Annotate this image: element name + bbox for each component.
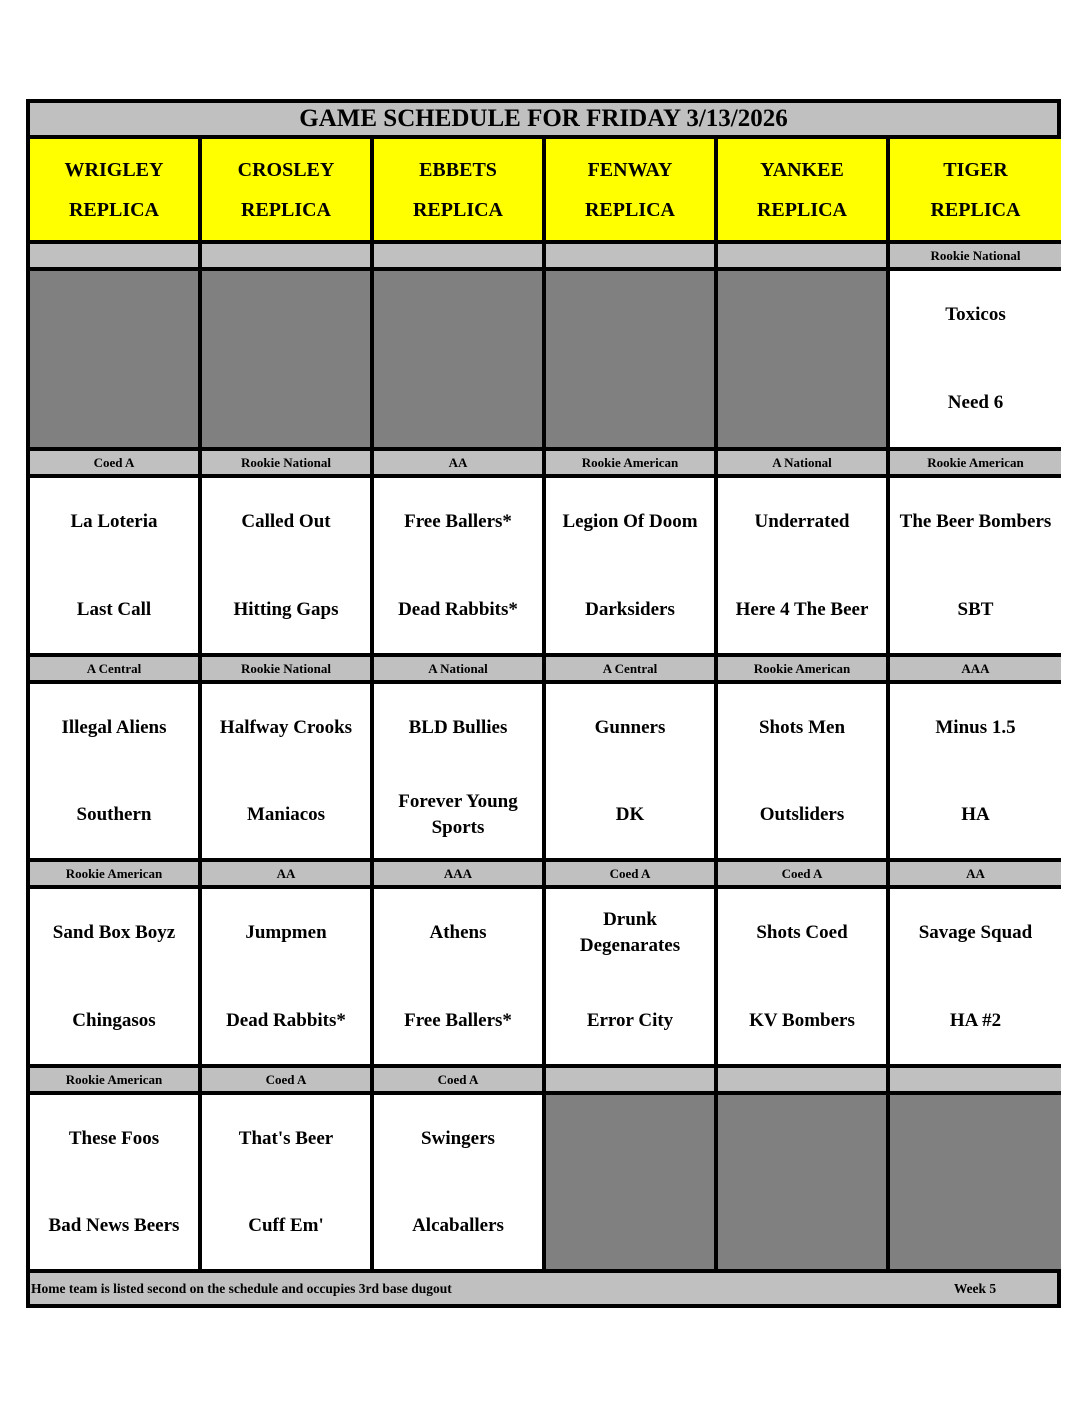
venue-subtitle: REPLICA [68,198,159,221]
away-team: Savage Squad [918,922,1033,943]
venue-name: YANKEE [760,158,844,181]
game-cell [374,1095,542,1269]
away-team: Shots Coed [756,922,848,943]
venue-name: CROSLEY [237,158,335,181]
home-team: SBT [957,598,994,620]
game-cell [546,684,714,858]
game-cell [890,271,1061,447]
game-cell [890,889,1061,1064]
division-label: Rookie National [890,244,1061,267]
away-team: Toxicos [945,304,1006,325]
schedule-table [26,99,1061,1308]
division-label: Rookie National [202,657,370,680]
home-team: HA [961,803,990,825]
venue-header [202,139,370,240]
home-team: KV Bombers [749,1009,855,1031]
home-team: Error City [586,1009,674,1031]
home-team: Chingasos [72,1009,156,1031]
venue-subtitle: REPLICA [412,198,503,221]
home-team: Bad News Beers [48,1214,180,1236]
away-team: Called Out [241,511,331,532]
home-team: Southern [76,803,152,825]
division-label: AA [890,862,1061,885]
away-team: Minus 1.5 [935,716,1016,738]
game-cell [30,1095,198,1269]
division-label [546,244,714,267]
game-cell [30,478,198,653]
division-label [30,244,198,267]
home-team: Maniacos [246,803,326,825]
game-cell [374,478,542,653]
division-label: Coed A [718,862,886,885]
home-team: HA #2 [949,1009,1002,1031]
game-cell [30,684,198,858]
game-cell [374,889,542,1064]
game-cell [718,684,886,858]
empty-slot [718,1095,886,1269]
venue-name: FENWAY [587,158,673,181]
venue-subtitle: REPLICA [756,198,847,221]
game-cell [202,1095,370,1269]
game-cell [202,684,370,858]
home-team: Hitting Gaps [233,598,339,620]
venue-name: TIGER [943,158,1008,181]
empty-slot [890,1095,1061,1269]
venue-name: EBBETS [419,158,497,181]
game-cell [718,889,886,1064]
game-cell [890,478,1061,653]
empty-slot [30,271,198,447]
division-label: Coed A [202,1068,370,1091]
home-team: Dead Rabbits* [226,1009,346,1031]
venue-header [30,139,198,240]
home-team: Darksiders [585,598,675,620]
home-team: DK [615,803,645,825]
footer-note: Home team is listed second on the schedule and occupies 3rd base dugout [31,1280,452,1296]
week-label: Week 5 [953,1280,997,1296]
game-cell [202,889,370,1064]
venue-header [546,139,714,240]
game-cell [546,889,714,1064]
division-label: AA [374,451,542,474]
venue-header [374,139,542,240]
home-team: Forever Young Sports [398,790,518,838]
division-label: A National [718,451,886,474]
venue-name: WRIGLEY [64,158,164,181]
empty-slot [546,271,714,447]
division-label: A Central [30,657,198,680]
home-team: Cuff Em' [248,1214,324,1236]
division-label: AAA [374,862,542,885]
division-label: Coed A [374,1068,542,1091]
division-label: Rookie American [30,1068,198,1091]
home-team: Outsliders [759,803,845,825]
schedule-title: GAME SCHEDULE FOR FRIDAY 3/13/2026 [30,103,1057,135]
division-label [374,244,542,267]
division-label: Rookie American [890,451,1061,474]
away-team: BLD Bullies [408,716,508,738]
division-label: Coed A [546,862,714,885]
home-team: Dead Rabbits* [398,598,518,620]
home-team: Last Call [76,598,152,620]
away-team: Swingers [421,1127,495,1149]
venue-header [718,139,886,240]
venue-subtitle: REPLICA [584,198,675,221]
home-team: Free Ballers* [404,1009,512,1031]
division-label: AA [202,862,370,885]
empty-slot [546,1095,714,1269]
empty-slot [718,271,886,447]
home-team: Alcaballers [412,1214,504,1236]
away-team: Illegal Aliens [61,716,167,738]
game-cell [374,684,542,858]
division-label [890,1068,1061,1091]
away-team: Shots Men [758,716,846,738]
away-team: Underrated [754,511,850,532]
division-label: Rookie American [546,451,714,474]
division-label: A Central [546,657,714,680]
game-cell [890,684,1061,858]
division-label [718,1068,886,1091]
game-cell [202,478,370,653]
venue-subtitle: REPLICA [240,198,331,221]
division-label [202,244,370,267]
home-team: Need 6 [947,392,1004,413]
away-team: Athens [429,922,487,943]
venue-header [890,139,1061,240]
game-cell [30,889,198,1064]
game-cell [546,478,714,653]
footer-bar [30,1273,1057,1304]
away-team: Jumpmen [245,922,327,943]
division-label [718,244,886,267]
empty-slot [374,271,542,447]
away-team: These Foos [68,1127,160,1149]
away-team: That's Beer [238,1127,334,1149]
division-label: AAA [890,657,1061,680]
division-label: Coed A [30,451,198,474]
division-label: Rookie American [718,657,886,680]
away-team: La Loteria [70,511,158,532]
away-team: Legion Of Doom [562,511,698,532]
away-team: Free Ballers* [404,511,512,532]
game-cell [718,478,886,653]
division-label: A National [374,657,542,680]
empty-slot [202,271,370,447]
venue-subtitle: REPLICA [930,198,1021,221]
away-team: Sand Box Boyz [52,922,176,943]
away-team: The Beer Bombers [899,511,1052,532]
away-team: Halfway Crooks [219,716,353,738]
division-label [546,1068,714,1091]
division-label: Rookie National [202,451,370,474]
away-team: Drunk Degenarates [579,909,681,956]
home-team: Here 4 The Beer [735,598,869,620]
division-label: Rookie American [30,862,198,885]
away-team: Gunners [594,716,666,738]
